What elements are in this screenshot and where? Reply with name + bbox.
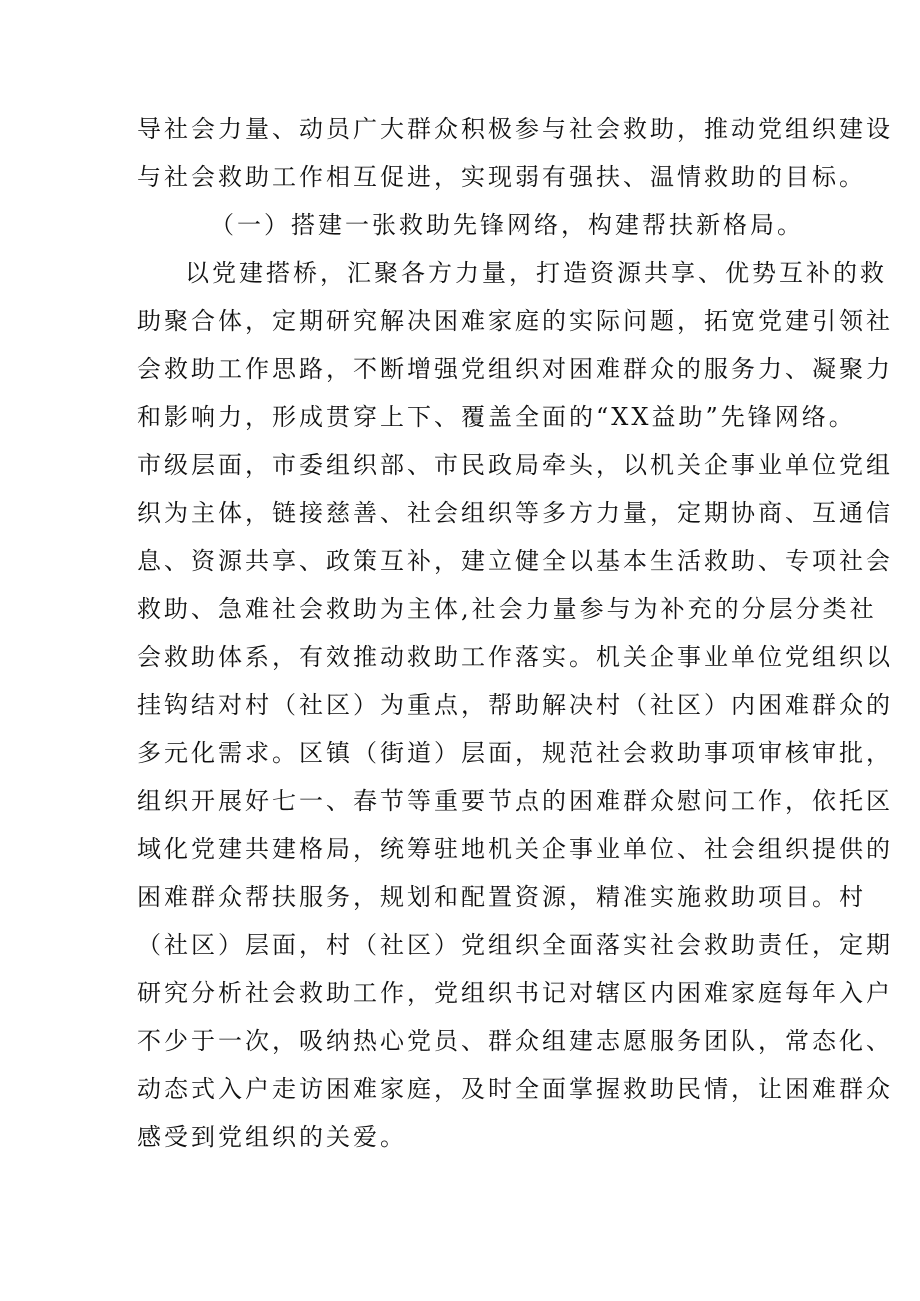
text-line: 困难群众帮扶服务，规划和配置资源，精准实施救助项目。村 <box>137 883 866 911</box>
text-line: 不少于一次，吸纳热心党员、群众组建志愿服务团队，常态化、 <box>137 1027 893 1055</box>
text-line: 导社会力量、动员广大群众积极参与社会救助，推动党组织建设 <box>137 115 893 143</box>
text-line: 救助、急难社会救助为主体,社会力量参与为补充的分层分类社 <box>137 595 877 623</box>
section-heading: （一）搭建一张救助先锋网络，构建帮扶新格局。 <box>210 211 804 239</box>
text-line: 域化党建共建格局，统筹驻地机关企事业单位、社会组织提供的 <box>137 835 893 863</box>
text-line: 会救助工作思路，不断增强党组织对困难群众的服务力、凝聚力 <box>137 355 893 383</box>
text-line: （社区）层面，村（社区）党组织全面落实社会救助责任，定期 <box>137 931 893 959</box>
text-line: 和影响力，形成贯穿上下、覆盖全面的“XX益助”先锋网络。 <box>137 403 856 431</box>
text-line: 多元化需求。区镇（街道）层面，规范社会救助事项审核审批， <box>137 739 893 767</box>
text-line: 市级层面，市委组织部、市民政局牵头，以机关企事业单位党组 <box>137 451 893 479</box>
text-line: 会救助体系，有效推动救助工作落实。机关企事业单位党组织以 <box>137 643 893 671</box>
text-line: 息、资源共享、政策互补，建立健全以基本生活救助、专项社会 <box>137 547 893 575</box>
text-line: 挂钩结对村（社区）为重点，帮助解决村（社区）内困难群众的 <box>137 691 893 719</box>
text-line: 感受到党组织的关爱。 <box>137 1123 407 1151</box>
text-line: 研究分析社会救助工作，党组织书记对辖区内困难家庭每年入户 <box>137 979 893 1007</box>
text-line: 组织开展好七一、春节等重要节点的困难群众慰问工作，依托区 <box>137 787 893 815</box>
text-line: 动态式入户走访困难家庭，及时全面掌握救助民情，让困难群众 <box>137 1075 893 1103</box>
text-line: 织为主体，链接慈善、社会组织等多方力量，定期协商、互通信 <box>137 499 893 527</box>
paragraph-first-line: 以党建搭桥，汇聚各方力量，打造资源共享、优势互补的救 <box>185 259 887 287</box>
text-line: 助聚合体，定期研究解决困难家庭的实际问题，拓宽党建引领社 <box>137 307 893 335</box>
text-line: 与社会救助工作相互促进，实现弱有强扶、温情救助的目标。 <box>137 163 866 191</box>
